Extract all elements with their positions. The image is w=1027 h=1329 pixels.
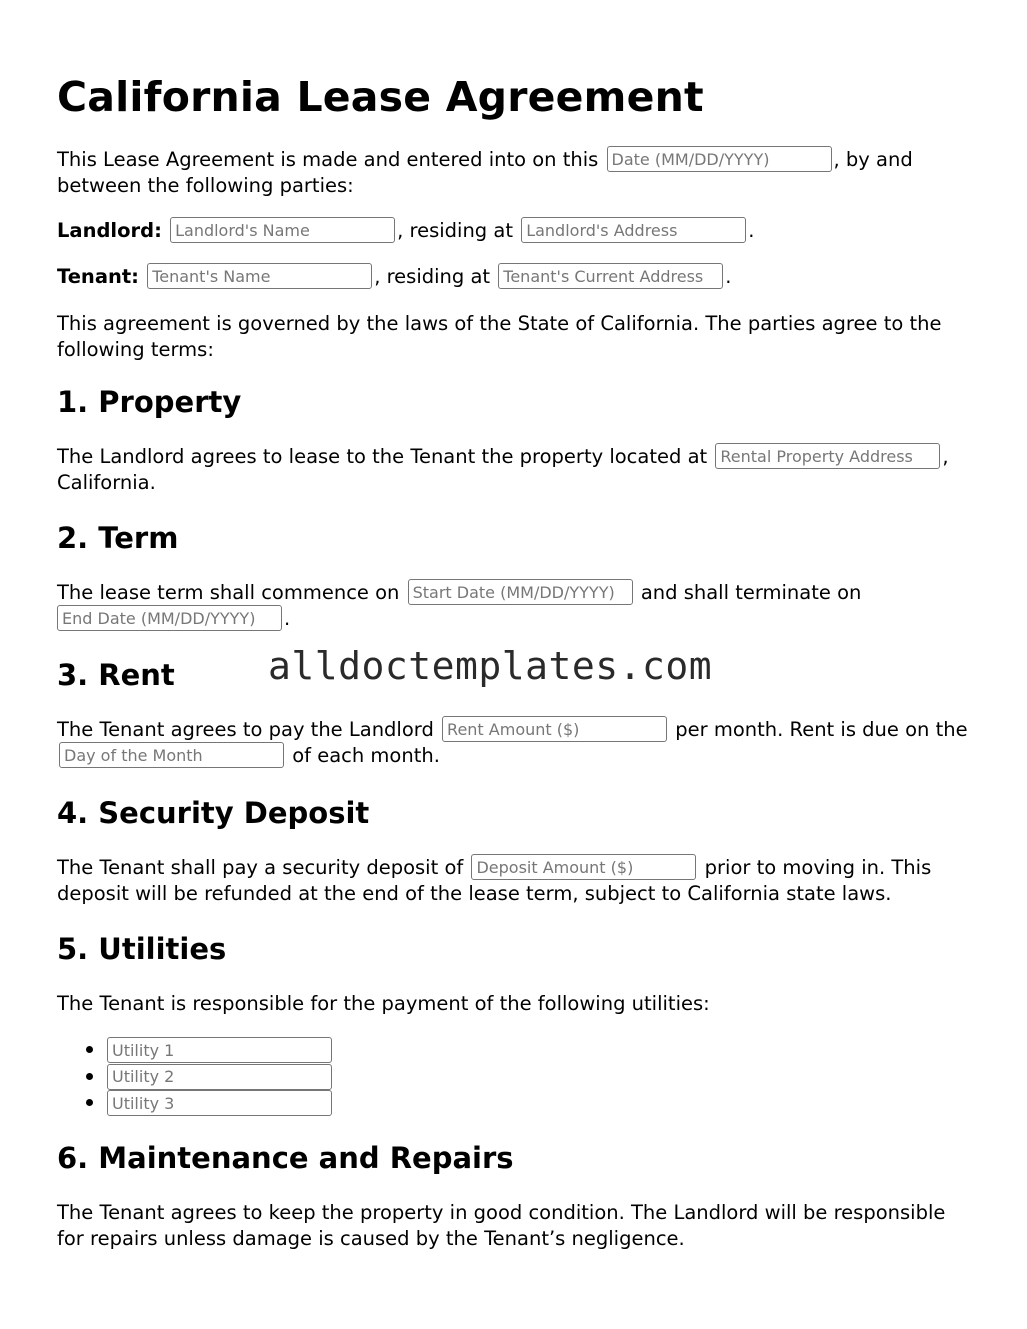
watermark-text: alldoctemplates.com bbox=[268, 644, 713, 688]
list-item bbox=[57, 1037, 332, 1064]
bullet-icon bbox=[86, 1046, 93, 1053]
rent-text-after: of each month. bbox=[292, 744, 440, 767]
start-date-input[interactable] bbox=[408, 579, 633, 605]
property-text-after: , California. bbox=[57, 445, 949, 494]
deposit-text-before: The Tenant shall pay a security deposit of bbox=[57, 856, 464, 879]
landlord-address-input[interactable] bbox=[521, 217, 746, 243]
deposit-amount-input[interactable] bbox=[471, 854, 696, 880]
landlord-period: . bbox=[748, 219, 755, 242]
maintenance-paragraph: The Tenant agrees to keep the property in good condition. The Landlord will be responsible for repairs unless damage is caused by the Tenant’s negligence. bbox=[57, 1201, 946, 1250]
tenant-residing-text: , residing at bbox=[374, 265, 491, 288]
term-text-before: The lease term shall commence on bbox=[57, 581, 400, 604]
property-paragraph bbox=[57, 444, 977, 496]
page-title: California Lease Agreement bbox=[57, 73, 704, 121]
list-item bbox=[57, 1090, 332, 1117]
bullet-icon bbox=[86, 1073, 93, 1080]
term-paragraph bbox=[57, 580, 977, 632]
landlord-name-input[interactable] bbox=[170, 217, 395, 243]
utility-1-input[interactable] bbox=[107, 1037, 332, 1063]
deposit-text-after: prior to moving in. This deposit will be refunded at the end of the lease term, subject to California state laws. bbox=[57, 856, 932, 905]
intro-text-after: , by and between the following parties: bbox=[57, 148, 913, 197]
tenant-line bbox=[57, 264, 977, 290]
rent-due-day-input[interactable] bbox=[59, 742, 284, 768]
rent-text-before: The Tenant agrees to pay the Landlord bbox=[57, 718, 434, 741]
security-deposit-heading: 4. Security Deposit bbox=[57, 796, 370, 830]
governing-law-paragraph: This agreement is governed by the laws of the State of California. The parties agree to the following terms: bbox=[57, 312, 942, 361]
property-text-before: The Landlord agrees to lease to the Tenant the property located at bbox=[57, 445, 708, 468]
list-item bbox=[57, 1064, 332, 1091]
tenant-address-input[interactable] bbox=[498, 263, 723, 289]
landlord-line bbox=[57, 218, 977, 244]
tenant-period: . bbox=[725, 265, 732, 288]
utilities-list bbox=[57, 1037, 332, 1117]
landlord-label: Landlord: bbox=[57, 219, 162, 242]
intro-text-before: This Lease Agreement is made and entered into on this bbox=[57, 148, 599, 171]
maintenance-heading: 6. Maintenance and Repairs bbox=[57, 1141, 514, 1175]
term-heading: 2. Term bbox=[57, 521, 179, 555]
term-text-mid: and shall terminate on bbox=[640, 581, 862, 604]
utility-3-input[interactable] bbox=[107, 1090, 332, 1116]
rent-paragraph bbox=[57, 717, 977, 769]
bullet-icon bbox=[86, 1099, 93, 1106]
tenant-label: Tenant: bbox=[57, 265, 139, 288]
rent-amount-input[interactable] bbox=[442, 716, 667, 742]
property-heading: 1. Property bbox=[57, 385, 242, 419]
tenant-name-input[interactable] bbox=[147, 263, 372, 289]
landlord-residing-text: , residing at bbox=[397, 219, 513, 242]
rent-heading: 3. Rent bbox=[57, 658, 175, 692]
utility-2-input[interactable] bbox=[107, 1064, 332, 1090]
intro-paragraph bbox=[57, 147, 977, 199]
term-period: . bbox=[284, 607, 291, 630]
rent-text-mid: per month. Rent is due on the bbox=[675, 718, 968, 741]
utilities-heading: 5. Utilities bbox=[57, 932, 227, 966]
end-date-input[interactable] bbox=[57, 605, 282, 631]
agreement-date-input[interactable] bbox=[607, 146, 832, 172]
rental-property-address-input[interactable] bbox=[715, 443, 940, 469]
deposit-paragraph bbox=[57, 855, 977, 907]
utilities-paragraph: The Tenant is responsible for the payment of the following utilities: bbox=[57, 992, 710, 1015]
